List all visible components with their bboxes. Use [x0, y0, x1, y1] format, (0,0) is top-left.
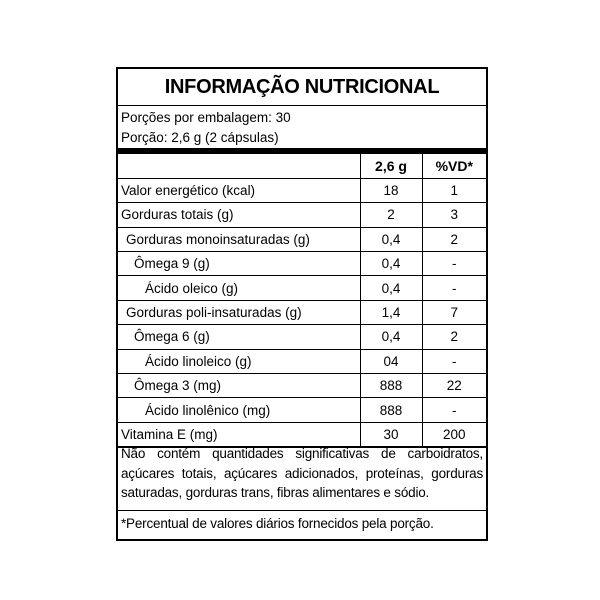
nutrient-name: Ácido oleico (g): [118, 276, 360, 300]
nutrient-amount: 04: [360, 349, 422, 373]
serving-info: [118, 106, 486, 154]
nutrient-name: Ácido linoleico (g): [118, 349, 360, 373]
nutrient-vd: 1: [422, 178, 486, 202]
nutrition-table: [118, 154, 486, 448]
nutrient-vd: 22: [422, 374, 486, 398]
table-row: [118, 349, 486, 373]
nutrient-amount: 2: [360, 203, 422, 227]
table-row: [118, 227, 486, 251]
table-row: [118, 300, 486, 324]
nutrient-amount: 0,4: [360, 252, 422, 276]
servings-per-package: Porções por embalagem: 30: [121, 110, 291, 125]
table-row: [118, 276, 486, 300]
table-row: [118, 203, 486, 227]
label-title: INFORMAÇÃO NUTRICIONAL: [118, 69, 486, 106]
nutrient-name: Gorduras poli-insaturadas (g): [118, 300, 360, 324]
daily-value-note: *Percentual de valores diários fornecidos pela porção.: [121, 516, 434, 531]
nutrient-vd: 2: [422, 227, 486, 251]
table-row: [118, 374, 486, 398]
nutrient-vd: -: [422, 349, 486, 373]
nutrient-vd: 7: [422, 300, 486, 324]
nutrient-amount: 888: [360, 398, 422, 422]
nutrient-name: Ômega 6 (g): [118, 325, 360, 349]
nutrient-amount: 0,4: [360, 227, 422, 251]
not-significant-note: Não contém quantidades significativas de carboidratos, açúcares totais, açúcares adicionados, proteínas, gorduras saturadas, gorduras trans, fibras alimentares e sódio.: [118, 439, 486, 511]
nutrient-amount: 0,4: [360, 276, 422, 300]
header-amount: 2,6 g: [360, 154, 422, 178]
nutrient-name: Valor energético (kcal): [118, 178, 360, 202]
table-header-row: [118, 154, 486, 178]
nutrient-amount: 888: [360, 374, 422, 398]
header-daily-value: %VD*: [422, 154, 486, 178]
nutrient-vd: -: [422, 252, 486, 276]
nutrient-vd: -: [422, 276, 486, 300]
table-row: [118, 252, 486, 276]
header-nutrient: [118, 154, 360, 178]
portion-size: Porção: 2,6 g (2 cápsulas): [121, 130, 279, 145]
nutrient-amount: 1,4: [360, 300, 422, 324]
nutrient-vd: -: [422, 398, 486, 422]
nutrient-vd: 2: [422, 325, 486, 349]
table-row: [118, 398, 486, 422]
nutrient-vd: 200: [422, 422, 486, 446]
nutrient-name: Vitamina E (mg): [118, 422, 360, 446]
nutrient-vd: 3: [422, 203, 486, 227]
nutrient-name: Gorduras totais (g): [118, 203, 360, 227]
nutrient-name: Ômega 9 (g): [118, 252, 360, 276]
nutrient-amount: 30: [360, 422, 422, 446]
nutrient-name: Ômega 3 (mg): [118, 374, 360, 398]
table-row: [118, 325, 486, 349]
nutrient-amount: 18: [360, 178, 422, 202]
table-row: [118, 178, 486, 202]
nutrition-facts-label: [116, 67, 488, 541]
nutrient-name: Gorduras monoinsaturadas (g): [118, 227, 360, 251]
nutrient-name: Ácido linolênico (mg): [118, 398, 360, 422]
nutrient-amount: 0,4: [360, 325, 422, 349]
